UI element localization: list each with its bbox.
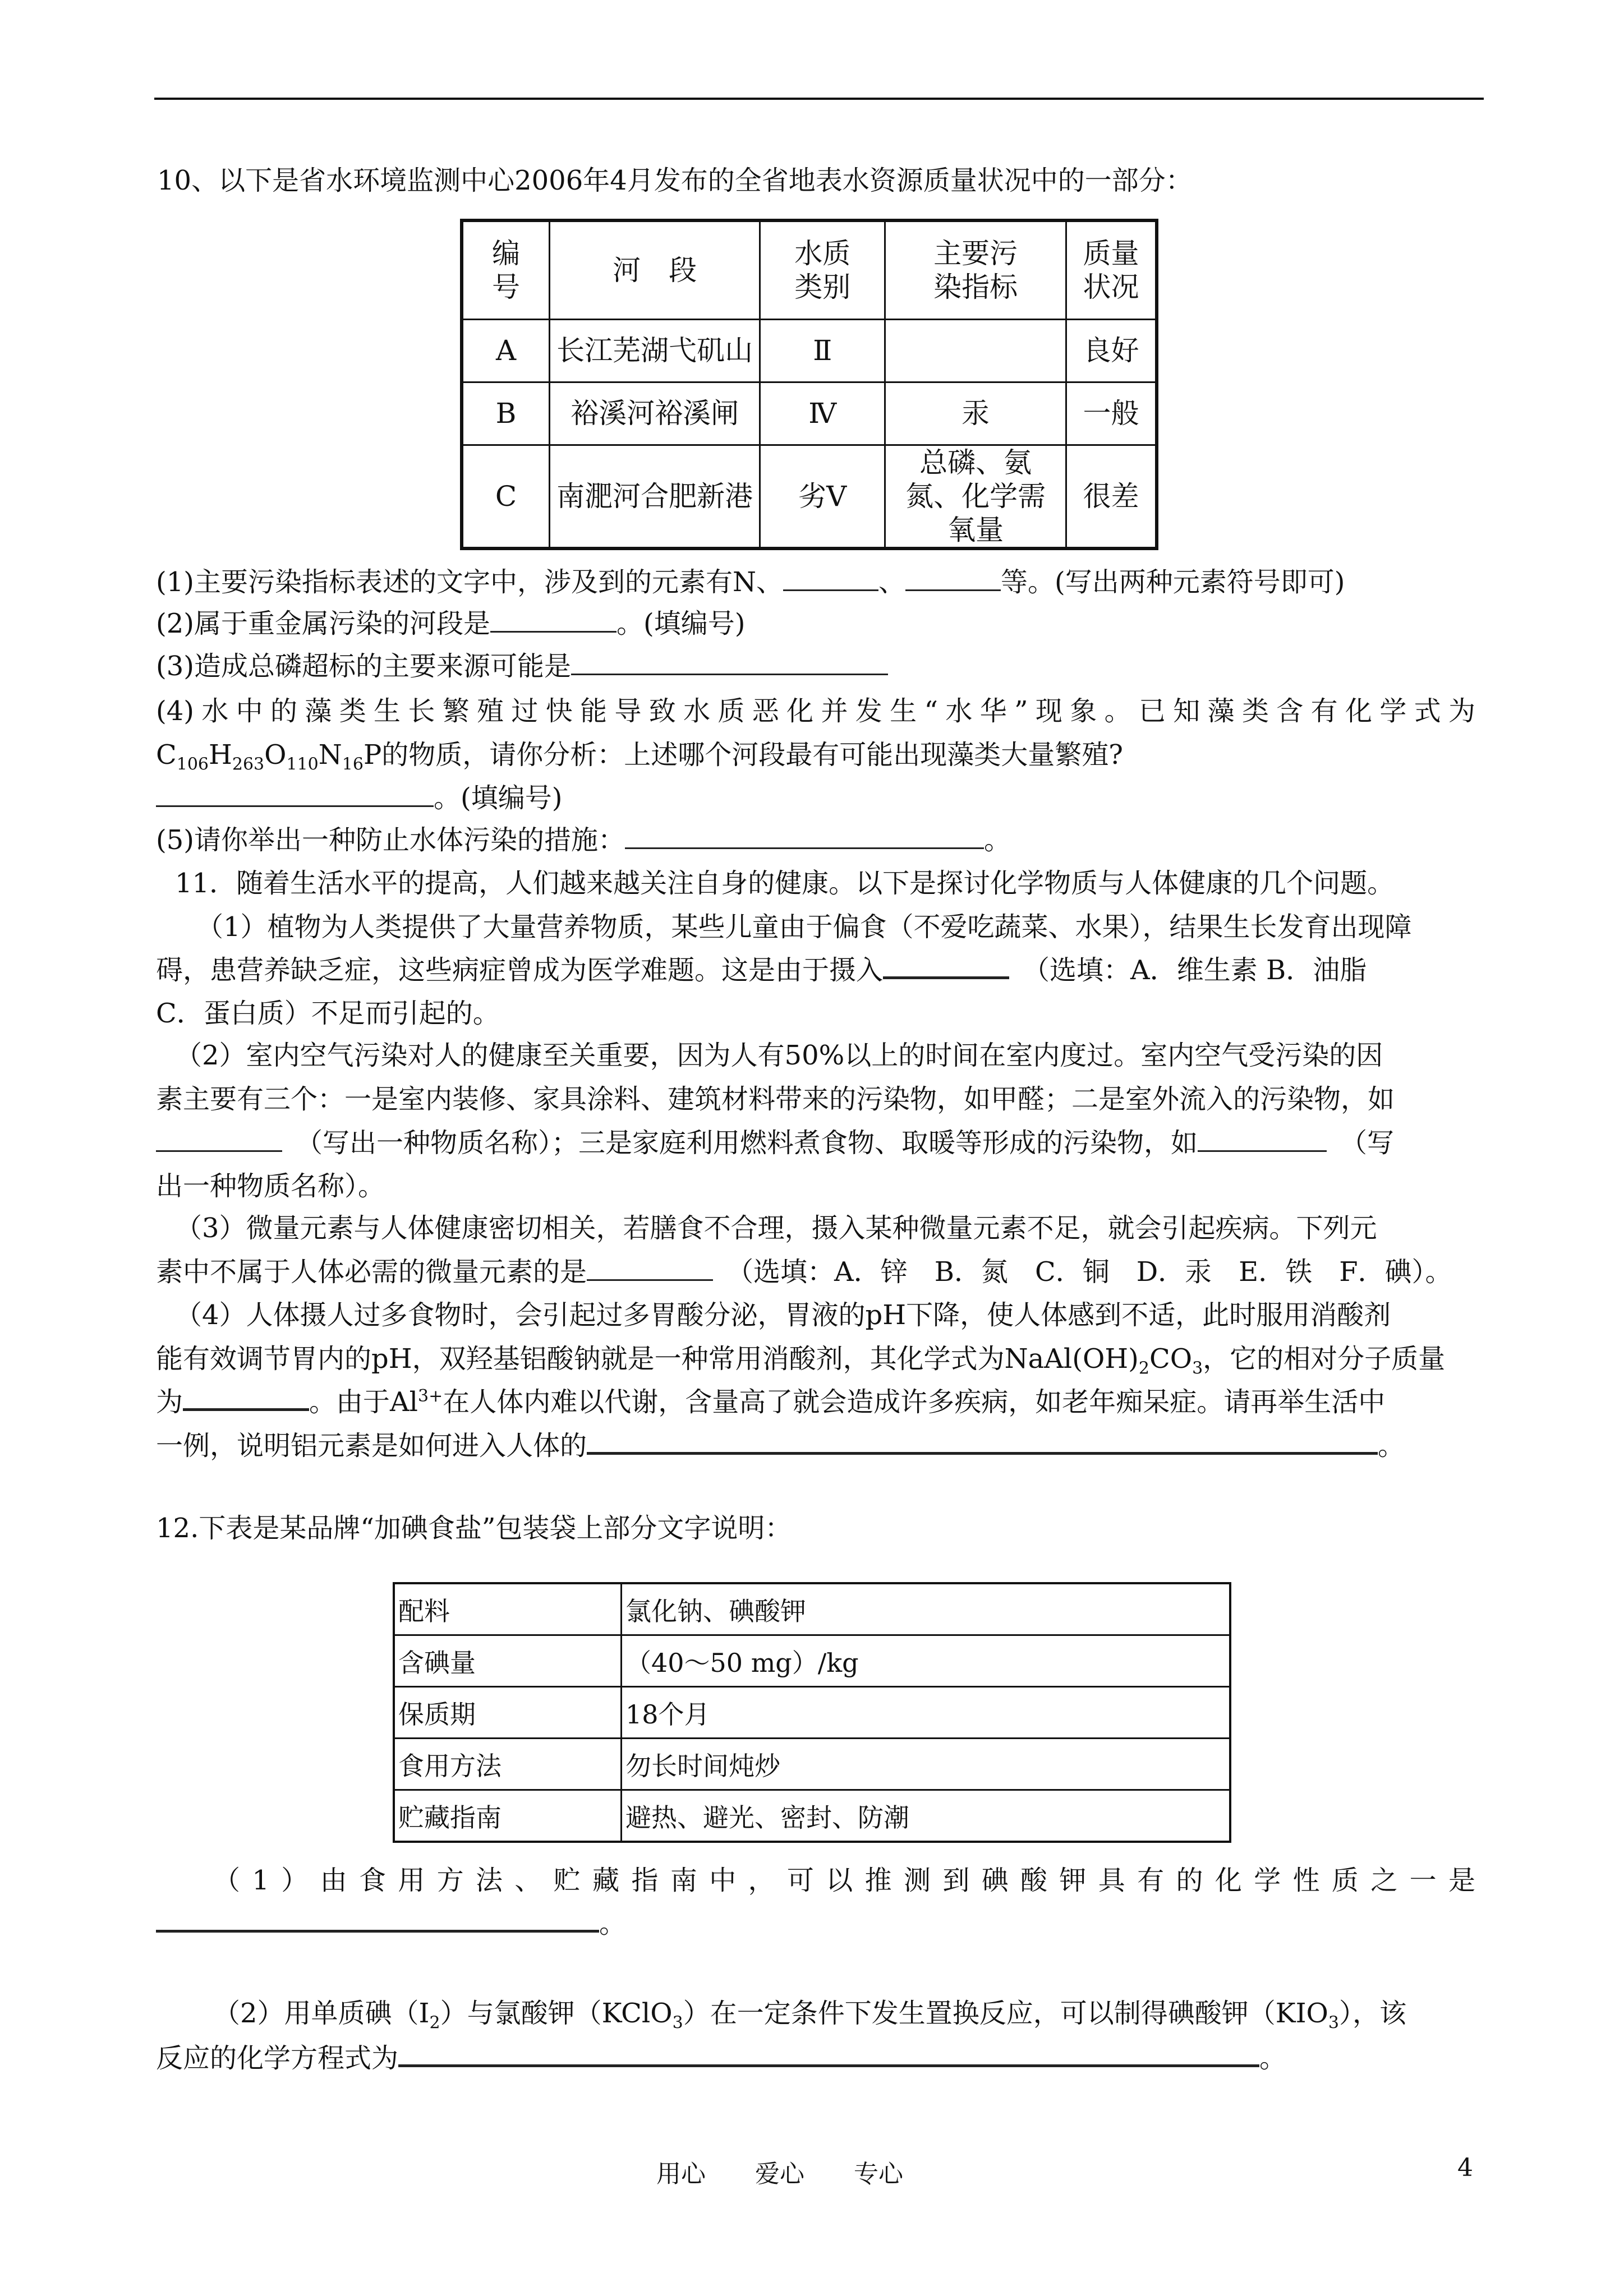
table-cell: Ⅳ <box>760 382 885 445</box>
q11-s3-line2: 素中不属于人体必需的微量元素的是 （选填：A．锌 B．氮 C．铜 D．汞 E．铁 F．碘）。 <box>156 1256 1452 1288</box>
q10-part5: (5)请你举出一种防止水体污染的措施： 。 <box>156 824 1011 856</box>
header-rule <box>154 98 1484 100</box>
answer-blank[interactable] <box>783 567 878 591</box>
table-cell: 食用方法 <box>394 1739 622 1790</box>
table-cell: 贮藏指南 <box>394 1790 622 1842</box>
answer-blank[interactable] <box>156 1128 282 1152</box>
q10-part2: (2)属于重金属污染的河段是 。(填编号) <box>156 608 746 639</box>
q12-intro: 12.下表是某品牌“加碘食盐”包装袋上部分文字说明： <box>156 1513 792 1544</box>
answer-blank[interactable] <box>587 1430 1378 1455</box>
table-cell: A <box>462 319 550 382</box>
answer-blank[interactable] <box>156 1907 599 1933</box>
page-number: 4 <box>1457 2154 1473 2182</box>
q11-s2-line4: 出一种物质名称）。 <box>156 1170 385 1202</box>
q11-s2-line2: 素主要有三个：一是室内装修、家具涂料、建筑材料带来的污染物，如甲醛；二是室外流入的污染物，如 <box>156 1084 1395 1115</box>
table-cell: C <box>462 445 550 548</box>
q12-part2-line1: （2）用单质碘$(I_2)$与氯酸钾（KClO$_3$）在一定条件下发生置换反应，可以制得碘酸钾$(KIO_3)$，该 <box>213 1998 1407 2033</box>
q11-s4-line1: （4）人体摄人过多食物时，会引起过多胃酸分泌，胃液的pH下降，使人体感到不适，此时服用消酸剂 <box>175 1299 1391 1331</box>
answer-blank[interactable] <box>1198 1128 1327 1152</box>
table-cell: 南淝河合肥新港 <box>550 445 760 548</box>
q10-part1: (1)主要污染指标表述的文字中，涉及到的元素有N、 、 等。(写出两种元素符号即可) <box>156 566 1345 598</box>
table-cell: 良好 <box>1066 319 1157 382</box>
table-cell: B <box>462 382 550 445</box>
q11-s1-line1: （1）植物为人类提供了大量营养物质，某些儿童由于偏食（不爱吃蔬菜、水果），结果生长发育出现障 <box>196 911 1412 943</box>
q10-intro: 10、以下是省水环境监测中心2006年4月发布的全省地表水资源质量状况中的一部分： <box>157 165 1193 196</box>
table-cell: 18个月 <box>622 1687 1231 1739</box>
table-cell: 保质期 <box>394 1687 622 1739</box>
q11-s1-line3: C．蛋白质）不足而引起的。 <box>156 998 500 1029</box>
q11-s2-line1: （2）室内空气污染对人的健康至关重要，因为人有50%以上的时间在室内度过。室内空气受污染的因 <box>175 1040 1383 1071</box>
answer-blank[interactable] <box>905 567 1001 591</box>
q11-s3-line1: （3）微量元素与人体健康密切相关，若膳食不合理，摄入某种微量元素不足，就会引起疾病。下列元 <box>175 1212 1377 1244</box>
table-cell: 避热、避光、密封、防潮 <box>622 1790 1231 1842</box>
footer-motto: 用心 爱心 专心 <box>656 2160 903 2188</box>
q11-s4-line3: 为 。由于$Al^{3+}$在人体内难以代谢，含量高了就会造成许多疾病，如老年痴呆症。请再举生活中 <box>156 1386 1386 1418</box>
q12-part1-line2: 。 <box>156 1907 626 1940</box>
table-cell: 一般 <box>1066 382 1157 445</box>
answer-blank[interactable] <box>625 825 984 849</box>
q10-part3: (3)造成总磷超标的主要来源可能是 <box>156 649 888 683</box>
answer-blank[interactable] <box>156 783 434 807</box>
header-cell: 主要污 染指标 <box>885 220 1066 319</box>
q11-s2-line3: （写出一种物质名称）；三是家庭利用燃料煮食物、取暖等形成的污染物，如 （写 <box>156 1126 1394 1160</box>
water-quality-table <box>460 219 1158 550</box>
table-cell: 配料 <box>394 1583 622 1635</box>
table-cell: 裕溪河裕溪闸 <box>550 382 760 445</box>
salt-label-table <box>393 1582 1231 1843</box>
header-cell: 河 段 <box>550 220 760 319</box>
table-cell: 长江芜湖弋矶山 <box>550 319 760 382</box>
q11-intro: 11．随着生活水平的提高，人们越来越关注自身的健康。以下是探讨化学物质与人体健康的几个问题。 <box>175 868 1395 899</box>
answer-blank[interactable] <box>587 1257 713 1281</box>
table-cell: 勿长时间炖炒 <box>622 1739 1231 1790</box>
table-cell: 总磷、氨氮、化学需氧量 <box>885 445 1066 548</box>
table-cell: （40～50 mg）/kg <box>622 1635 1231 1687</box>
q11-s4-line4: 一例，说明铝元素是如何进入人体的 。 <box>156 1430 1405 1461</box>
q12-part2-line2: 反应的化学方程式为 。 <box>156 2043 1287 2074</box>
answer-blank[interactable] <box>883 954 1009 979</box>
table-cell <box>885 319 1066 382</box>
q10-part4-line1: (4)水中的藻类生长繁殖过快能导致水质恶化并发生“水华”现象。已知藻类含有化学式为 <box>156 695 1475 727</box>
answer-blank[interactable] <box>571 651 888 675</box>
table-cell: Ⅱ <box>760 319 885 382</box>
q11-s1-line2: 碍，患营养缺乏症，这些病症曾成为医学难题。这是由于摄入 （选填：A．维生素 B．油脂 <box>156 955 1367 986</box>
header-cell: 水质 类别 <box>760 220 885 319</box>
answer-blank[interactable] <box>398 2042 1259 2067</box>
answer-blank[interactable] <box>183 1386 309 1411</box>
table-cell: 氯化钠、碘酸钾 <box>622 1583 1231 1635</box>
q10-part4-line2: $C_{106}H_{263}O_{110}N_{16}P$的物质，请你分析：上述哪个河段最有可能出现藻类大量繁殖? <box>156 739 1123 774</box>
table-cell: 汞 <box>885 382 1066 445</box>
q11-s4-line2: 能有效调节胃内的pH，双羟基铝酸钠就是一种常用消酸剂，其化学式为$NaAl(OH)_2CO_3$，它的相对分子质量 <box>156 1343 1446 1378</box>
algae-formula: $C_{106}H_{263}O_{110}N_{16}P$ <box>156 739 382 774</box>
q10-part4-line3: 。(填编号) <box>156 781 562 815</box>
answer-blank[interactable] <box>490 608 617 633</box>
header-cell: 编 号 <box>462 220 550 319</box>
table-cell: 劣Ⅴ <box>760 445 885 548</box>
table-cell: 很差 <box>1066 445 1157 548</box>
q12-part1-line1: （1）由食用方法、贮藏指南中，可以推测到碘酸钾具有的化学性质之一是 <box>213 1865 1475 1896</box>
table-cell: 含碘量 <box>394 1635 622 1687</box>
header-cell: 质量 状况 <box>1066 220 1157 319</box>
